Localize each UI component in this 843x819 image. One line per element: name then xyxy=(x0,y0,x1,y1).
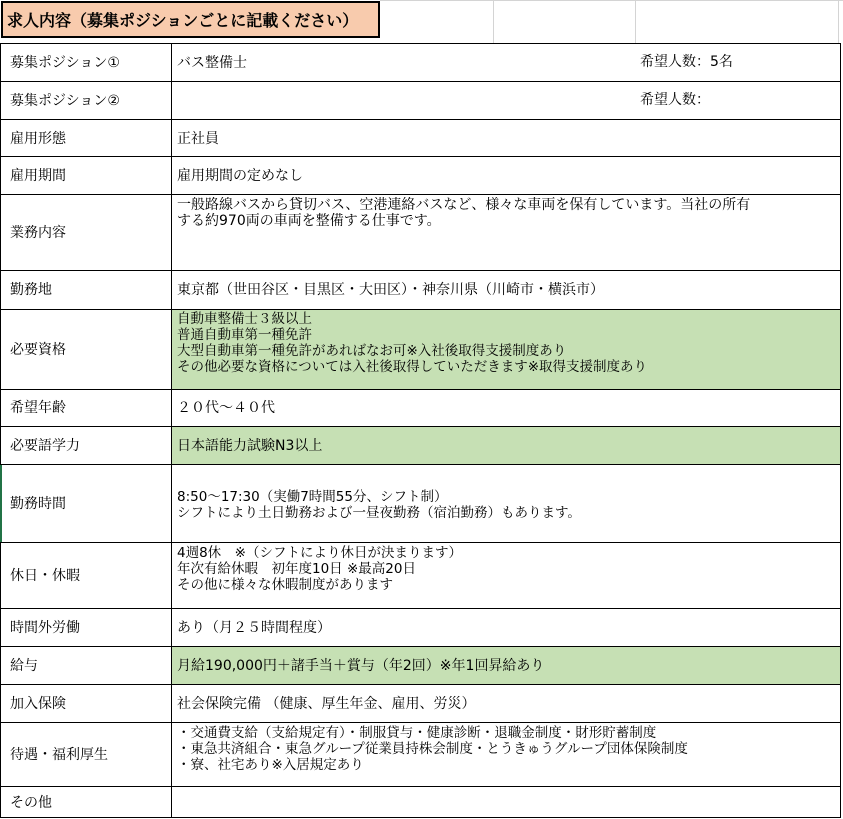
salary-label: 給与 xyxy=(10,657,38,674)
row-border xyxy=(0,722,841,723)
overtime-label: 時間外労働 xyxy=(10,619,80,636)
holidays-label: 休日・休暇 xyxy=(10,567,80,584)
gridline xyxy=(838,0,839,43)
row-border xyxy=(0,270,841,271)
overtime-value: あり（月２５時間程度） xyxy=(177,619,331,636)
gridline xyxy=(635,0,636,43)
row-border xyxy=(0,542,841,543)
row-border xyxy=(0,309,841,310)
other-value xyxy=(172,787,840,818)
work-location-value: 東京都（世田谷区・目黒区・大田区）・神奈川県（川崎市・横浜市） xyxy=(177,282,604,298)
desired-age-label: 希望年齢 xyxy=(10,400,66,416)
working-hours-value: 8:50～17:30（実働7時間55分、シフト制） シフトにより土日勤務および一昼夜勤務（宿泊勤務）もあります。 xyxy=(177,489,581,521)
position-1-label: 募集ポジション① xyxy=(10,54,120,71)
column-border xyxy=(0,43,1,818)
required-qualifications-value: 自動車整備士３級以上 普通自動車第一種免許 大型自動車第一種免許があればなお可※入社後取得支援制度あり その他必要な資格については入社後取得していただきます※取得支援制度あり xyxy=(177,311,648,375)
holidays-value: 4週8休 ※（シフトにより休日が決まります） 年次有給休暇 初年度10日 ※最高20日 その他に様々な休暇制度があります xyxy=(177,545,462,593)
row-border xyxy=(0,608,841,609)
desired-age-value: ２０代～４０代 xyxy=(177,400,275,416)
section-title: 求人内容（募集ポジションごとに記載ください） xyxy=(1,1,380,38)
position-1-value: バス整備士 xyxy=(177,54,247,71)
other-label: その他 xyxy=(10,794,52,811)
row-selection-accent xyxy=(0,465,2,542)
row-border xyxy=(0,817,841,818)
row-border xyxy=(0,119,841,120)
row-border xyxy=(0,646,841,647)
employment-period-value: 雇用期間の定めなし xyxy=(177,167,303,184)
column-border xyxy=(171,43,172,818)
position-2-count: 希望人数： xyxy=(640,92,710,108)
insurance-label: 加入保険 xyxy=(10,695,66,712)
language-skill-label: 必要語学力 xyxy=(10,437,80,454)
position-2-value xyxy=(172,82,622,119)
position-1-count: 希望人数：5名 xyxy=(640,54,733,70)
row-border xyxy=(0,426,841,427)
row-border xyxy=(0,194,841,195)
row-border xyxy=(0,43,841,44)
working-hours-label: 勤務時間 xyxy=(10,495,66,512)
row-border xyxy=(0,389,841,390)
benefits-value: ・交通費支給（支給規定有）・制服貸与・健康診断・退職金制度・財形貯蓄制度 ・東急共済組合・東急グループ従業員持株会制度・とうきゅうグループ団体保険制度 ・寮、社宅あり※入居規定あり xyxy=(177,725,688,773)
gridline xyxy=(380,0,843,1)
job-description-value: 一般路線バスから貸切バス、空港連絡バスなど、様々な車両を保有しています。当社の所有 する約970両の車両を整備する仕事です。 xyxy=(177,197,751,229)
position-2-label: 募集ポジション② xyxy=(10,92,120,109)
benefits-label: 待遇・福利厚生 xyxy=(10,746,108,763)
row-border xyxy=(0,464,841,465)
required-qualifications-label: 必要資格 xyxy=(10,341,66,358)
row-border xyxy=(0,81,841,82)
gridline xyxy=(493,0,494,43)
column-border xyxy=(840,43,841,818)
work-location-label: 勤務地 xyxy=(10,282,52,298)
employment-period-label: 雇用期間 xyxy=(10,167,66,184)
job-description-label: 業務内容 xyxy=(10,224,66,241)
salary-value: 月給190,000円＋諸手当＋賞与（年2回）※年1回昇給あり xyxy=(177,657,545,674)
row-border xyxy=(0,684,841,685)
employment-type-label: 雇用形態 xyxy=(10,130,66,147)
employment-type-value: 正社員 xyxy=(177,130,219,147)
language-skill-value: 日本語能力試験N3以上 xyxy=(177,437,323,454)
row-border xyxy=(0,156,841,157)
row-border xyxy=(0,786,841,787)
insurance-value: 社会保険完備 （健康、厚生年金、雇用、労災） xyxy=(177,695,476,712)
